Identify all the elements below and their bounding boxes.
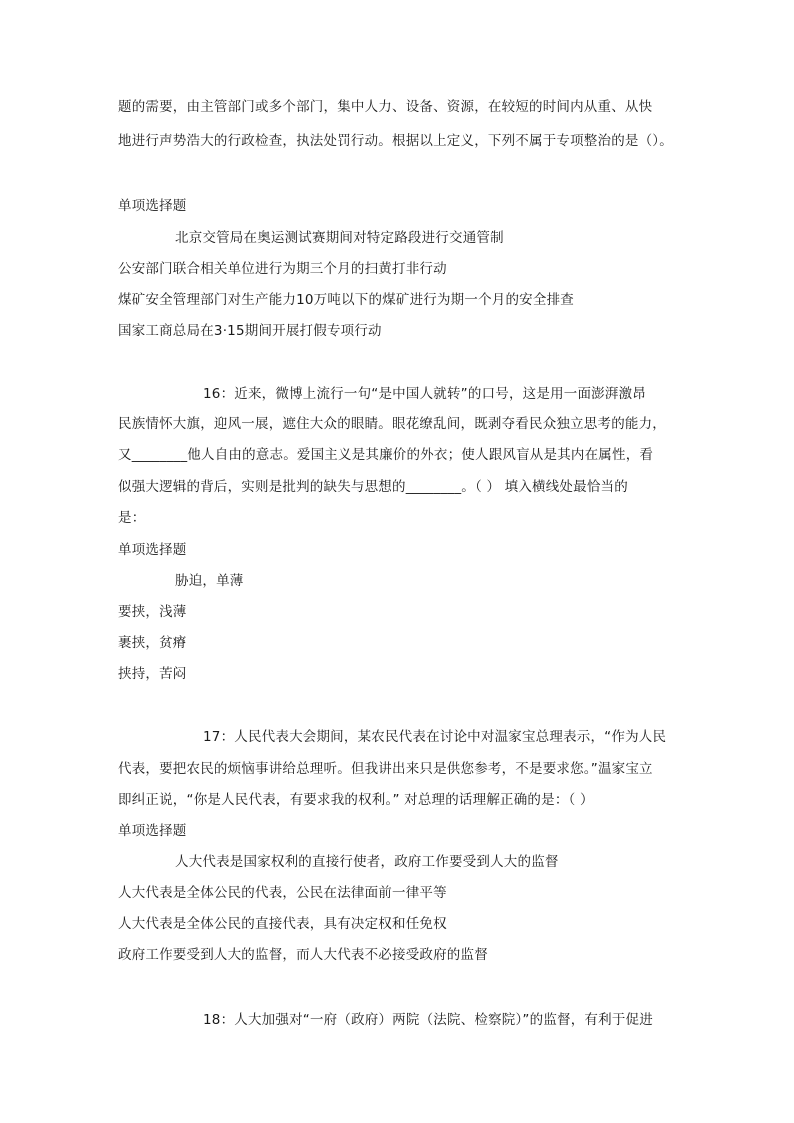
q18-stem-line-1: 18：人大加强对“一府（政府）两院（法院、检察院）”的监督，有利于促进: [203, 1012, 653, 1028]
q15-option-c: 煤矿安全管理部门对生产能力10万吨以下的煤矿进行为期一个月的安全排查: [118, 292, 574, 308]
q17-option-a: 人大代表是国家权利的直接行使者，政府工作要受到人大的监督: [175, 854, 559, 870]
q15-stem-line-1: 题的需要，由主管部门或多个部门，集中人力、设备、资源，在较短的时间内从重、从快: [118, 99, 653, 115]
q16-option-b: 要挟，浅薄: [118, 604, 187, 620]
q17-option-d: 政府工作要受到人大的监督，而人大代表不必接受政府的监督: [118, 947, 488, 963]
q16-option-c: 裹挟，贫瘠: [118, 635, 187, 651]
q17-option-c: 人大代表是全体公民的直接代表，具有决定权和任免权: [118, 916, 447, 932]
q16-question-type: 单项选择题: [118, 542, 187, 558]
q16-stem-line-4: 似强大逻辑的背后，实则是批判的缺失与思想的________。（ ） 填入横线处最恰当的: [118, 479, 628, 495]
q16-option-a: 胁迫，单薄: [175, 573, 244, 589]
q17-question-type: 单项选择题: [118, 823, 187, 839]
q15-question-type: 单项选择题: [118, 198, 187, 214]
q16-stem-line-2: 民族情怀大旗，迎风一展，遮住大众的眼睛。眼花缭乱间，既剥夺看民众独立思考的能力，: [118, 416, 666, 432]
q15-option-d: 国家工商总局在3·15期间开展打假专项行动: [118, 323, 382, 339]
q16-stem-line-5: 是：: [118, 510, 146, 526]
q16-stem-line-1: 16：近来，微博上流行一句“是中国人就转”的口号，这是用一面澎湃激昂: [203, 386, 646, 402]
q16-option-d: 挟持，苦闷: [118, 666, 187, 682]
q17-stem-line-1: 17：人民代表大会期间，某农民代表在讨论中对温家宝总理表示，“作为人民: [203, 729, 667, 745]
q15-stem-line-2: 地进行声势浩大的行政检查，执法处罚行动。根据以上定义，下列不属于专项整治的是（）。: [118, 133, 673, 149]
q17-option-b: 人大代表是全体公民的代表，公民在法律面前一律平等: [118, 885, 447, 901]
q16-stem-line-3: 又________他人自由的意志。爱国主义是其廉价的外衣；使人跟风盲从是其内在属性，看: [118, 447, 654, 463]
q17-stem-line-3: 即纠正说，“你是人民代表，有要求我的权利。” 对总理的话理解正确的是：（ ）: [118, 792, 594, 808]
q15-option-b: 公安部门联合相关单位进行为期三个月的扫黄打非行动: [118, 261, 447, 277]
q17-stem-line-2: 代表，要把农民的烦恼事讲给总理听。但我讲出来只是供您参考，不是要求您。”温家宝立: [118, 761, 653, 777]
q15-option-a: 北京交管局在奥运测试赛期间对特定路段进行交通管制: [175, 230, 504, 246]
